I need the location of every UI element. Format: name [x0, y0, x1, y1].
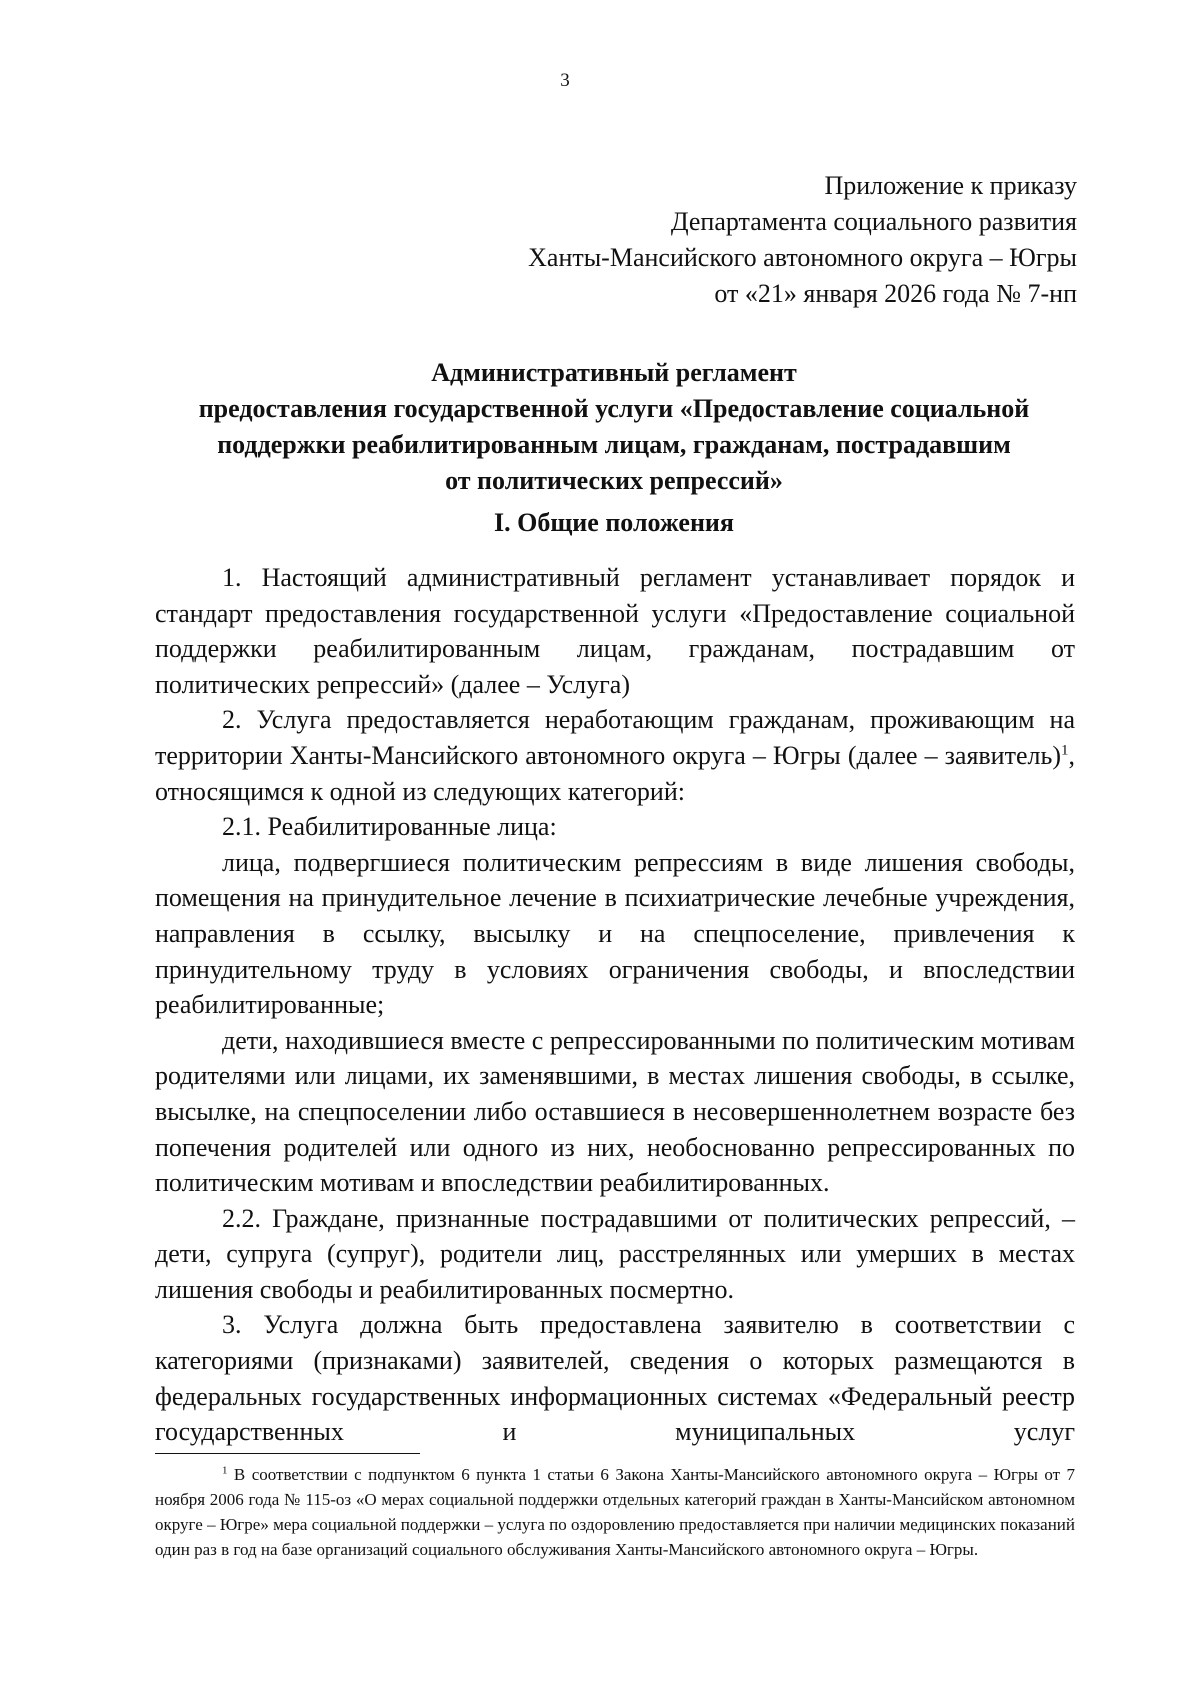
body-text — [155, 560, 1075, 1450]
paragraph-2-2: 2.2. Граждане, признанные пострадавшими от политических репрессий, – дети, супруга (супруг), родители лиц, расстрелянных или умерших в местах лишения свободы и реабилитированных посмертно. — [155, 1203, 1075, 1304]
appendix-line: Ханты-Мансийского автономного округа – Югры — [528, 243, 1077, 272]
title-line: от политических репрессий» — [445, 466, 783, 495]
footnote-marker: 1 — [222, 1464, 228, 1477]
document-title — [150, 355, 1078, 499]
appendix-line: от «21» января 2026 года № 7-нп — [714, 279, 1077, 308]
paragraph-2-text: 2. Услуга предоставляется неработающим гражданам, проживающим на территории Ханты-Мансийского автономного округа – Югры (далее – заявитель) — [155, 705, 1075, 770]
paragraph-1: 1. Настоящий административный регламент устанавливает порядок и стандарт предоставления государственной услуги «Предоставление социальной поддержки реабилитированным лицам, гражданам, пострадавшим от политических репрессий» (далее – Услуга) — [155, 563, 1075, 699]
paragraph-3: 3. Услуга должна быть предоставлена заявителю в соответствии с категориями (признаками) заявителей, сведения о которых размещаются в федеральных государственных информационных системах «Федеральный реестр государственных и муниципальных услуг — [155, 1310, 1075, 1447]
paragraph-2-1-heading: 2.1. Реабилитированные лица: — [222, 812, 557, 842]
title-line: поддержки реабилитированным лицам, гражданам, пострадавшим — [217, 430, 1011, 459]
appendix-line: Приложение к приказу — [824, 171, 1077, 200]
paragraph-2-1-b: дети, находившиеся вместе с репрессированными по политическим мотивам родителями или лицами, их заменявшими, в местах лишения свободы, в ссылке, высылке, на спецпоселении либо оставшиеся в несовершеннолетнем возрасте без попечения родителей или одного из них, необоснованно репрессированных по политическим мотивам и впоследствии реабилитированных. — [155, 1025, 1075, 1198]
appendix-line: Департамента социального развития — [670, 207, 1077, 236]
appendix-block — [528, 168, 1077, 312]
paragraph-2-1-a: лица, подвергшиеся политическим репрессиям в виде лишения свободы, помещения на принудительное лечение в психиатрические лечебные учреждения, направления в ссылку, высылку и на спецпоселение, привлечения к принудительному труду в условиях ограничения свободы, и впоследствии реабилитированные; — [155, 847, 1075, 1020]
paragraph-2-text-cont: , относящимся к одной из следующих категорий: — [155, 740, 1075, 806]
footnote-divider — [155, 1453, 420, 1454]
paragraph-2 — [155, 702, 1075, 809]
title-line: Административный регламент — [431, 358, 797, 387]
footnote-reference: 1 — [1061, 742, 1069, 759]
footnote — [155, 1462, 1075, 1562]
title-line: предоставления государственной услуги «Предоставление социальной — [198, 394, 1030, 423]
footnote-text: В соответствии с подпунктом 6 пункта 1 статьи 6 Закона Ханты-Мансийского автономного округа – Югры от 7 ноября 2006 года № 115-оз «О мерах социальной поддержки отдельных категорий граждан в Ханты-Мансийском автономном округе – Югре» мера социальной поддержки – услуга по оздоровлению предоставляется при наличии медицинских показаний один раз в год на базе организаций социального обслуживания Ханты-Мансийского автономного округа – Югры. — [155, 1465, 1075, 1559]
section-heading: I. Общие положения — [494, 508, 734, 537]
page-number: 3 — [560, 70, 570, 91]
